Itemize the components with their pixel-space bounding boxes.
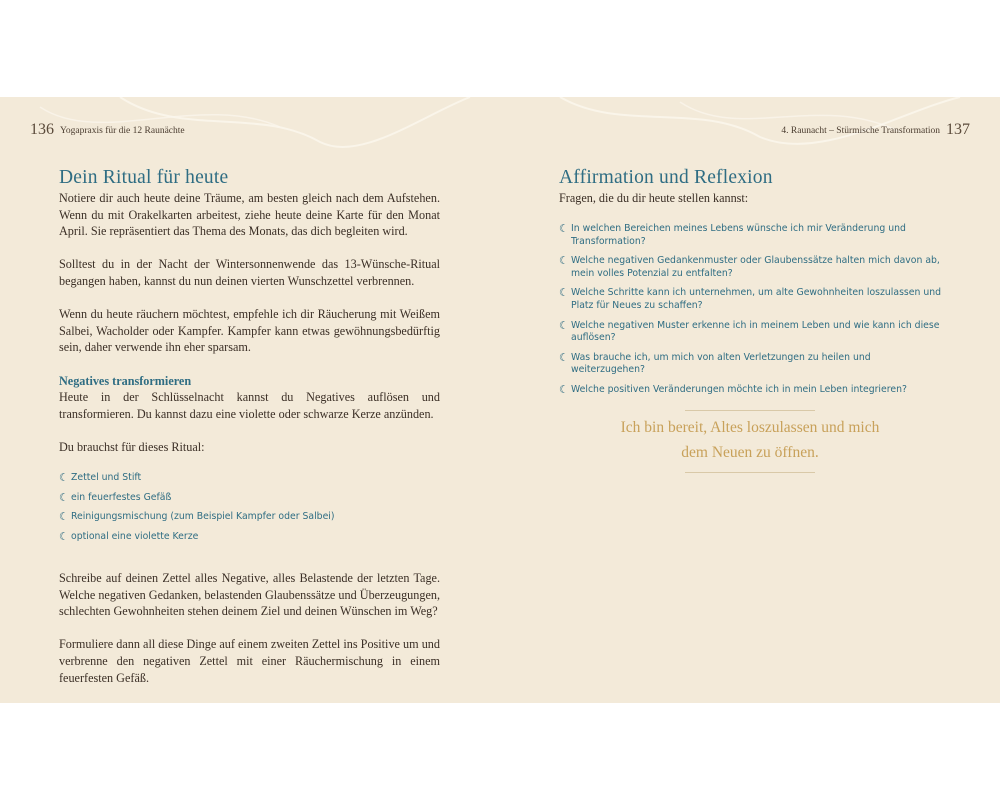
divider-bottom bbox=[685, 472, 815, 473]
list-item: ☾ Welche negativen Gedankenmuster oder Glaubenssätze halten mich davon ab, mein volles Potenzial zu entfalten? bbox=[559, 254, 940, 279]
crescent-moon-icon: ☾ bbox=[559, 318, 569, 332]
list-item: ☾ Welche negativen Muster erkenne ich in meinem Leben und wie kann ich diese auflösen? bbox=[559, 318, 940, 344]
closing-body bbox=[59, 570, 440, 703]
ritual-body bbox=[59, 190, 440, 472]
paragraph: Du brauchst für dieses Ritual: bbox=[59, 439, 205, 454]
crescent-moon-icon: ☾ bbox=[59, 510, 69, 524]
paragraph: Formuliere dann all diese Dinge auf einem zweiten Zettel ins Positive um und verbrenne den negativen Zettel mit einer Räuchermischung in einem feuerfesten Gefäß. bbox=[59, 637, 440, 685]
list-item: ☾ In welchen Bereichen meines Lebens wünsche ich mir Veränderung und Transformation? bbox=[559, 222, 906, 247]
affirmation-heading: Affirmation und Reflexion bbox=[559, 167, 773, 188]
list-item: ☾ Zettel und Stift bbox=[59, 468, 439, 488]
list-item: ☾ ein feuerfestes Gefäß bbox=[59, 488, 439, 508]
crescent-moon-icon: ☾ bbox=[559, 350, 569, 364]
right-running-head: 4. Raunacht – Stürmische Transformation bbox=[781, 126, 940, 136]
paragraph: Notiere dir auch heute deine Träume, am besten gleich nach dem Aufstehen. Wenn du mit Orakelkarten arbeitest, ziehe heute deine Karte für den Monat April. Sie repräsentiert das Thema des Monats, das dich begleiten wird. bbox=[59, 191, 440, 239]
paragraph: Solltest du in der Nacht der Wintersonnenwende das 13-Wünsche-Ritual begangen haben, kannst du nun deinen vierten Wunschzettel verbrennen. bbox=[59, 257, 440, 288]
crescent-moon-icon: ☾ bbox=[59, 529, 69, 543]
questions-intro: Fragen, die du dir heute stellen kannst: bbox=[559, 191, 749, 205]
ritual-heading: Dein Ritual für heute bbox=[59, 167, 229, 188]
list-item: ☾ Was brauche ich, um mich von alten Verletzungen zu heilen und weiterzugehen? bbox=[559, 350, 871, 376]
list-item: ☾ Reinigungsmischung (zum Beispiel Kampfer oder Salbei) bbox=[59, 507, 439, 527]
left-page-number: 136 bbox=[30, 121, 54, 138]
reflection-questions bbox=[559, 223, 944, 404]
left-running-head: Yogapraxis für die 12 Raunächte bbox=[60, 126, 185, 136]
affirmation-line: Ich bin bereit, Altes loszulassen und mich bbox=[620, 419, 880, 436]
list-item: ☾ Welche Schritte kann ich unternehmen, um alte Gewohnheiten loszulassen und Platz für Neues zu schaffen? bbox=[559, 286, 942, 311]
paragraph: Heute in der Schlüsselnacht kannst du Negatives auflösen und transformieren. Du kannst dazu eine violette oder schwarze Kerze anzünden. bbox=[59, 390, 440, 421]
crescent-moon-icon: ☾ bbox=[59, 490, 69, 504]
divider-top bbox=[685, 410, 815, 411]
affirmation-quote bbox=[600, 415, 900, 465]
crescent-moon-icon: ☾ bbox=[559, 382, 569, 396]
subheading: Negatives transformieren bbox=[59, 373, 192, 388]
materials-list bbox=[59, 468, 439, 546]
book-spread bbox=[0, 97, 1000, 703]
affirmation-line: dem Neuen zu öffnen. bbox=[681, 444, 819, 461]
list-item: ☾ Welche positiven Veränderungen möchte ich in mein Leben integrieren? bbox=[559, 382, 907, 396]
crescent-moon-icon: ☾ bbox=[559, 222, 569, 235]
paragraph: Wenn du heute räuchern möchtest, empfehle ich dir Räucherung mit Weißem Salbei, Wacholder oder Kampfer. Kampfer kann etwas gewöhnungsbedürftig sein, daher verwende ihn eher sparsam. bbox=[59, 307, 440, 355]
right-page-number: 137 bbox=[946, 121, 970, 138]
paragraph: Schreibe auf deinen Zettel alles Negative, alles Belastende der letzten Tage. Welche negativen Gedanken, belastenden Glaubenssätze und Überzeugungen, schlechten Gewohnheiten stehen deinem Ziel und deinen Wünschen im Weg? bbox=[59, 571, 440, 619]
crescent-moon-icon: ☾ bbox=[59, 471, 69, 484]
crescent-moon-icon: ☾ bbox=[559, 286, 569, 300]
crescent-moon-icon: ☾ bbox=[559, 254, 569, 268]
list-item: ☾ optional eine violette Kerze bbox=[59, 527, 439, 547]
